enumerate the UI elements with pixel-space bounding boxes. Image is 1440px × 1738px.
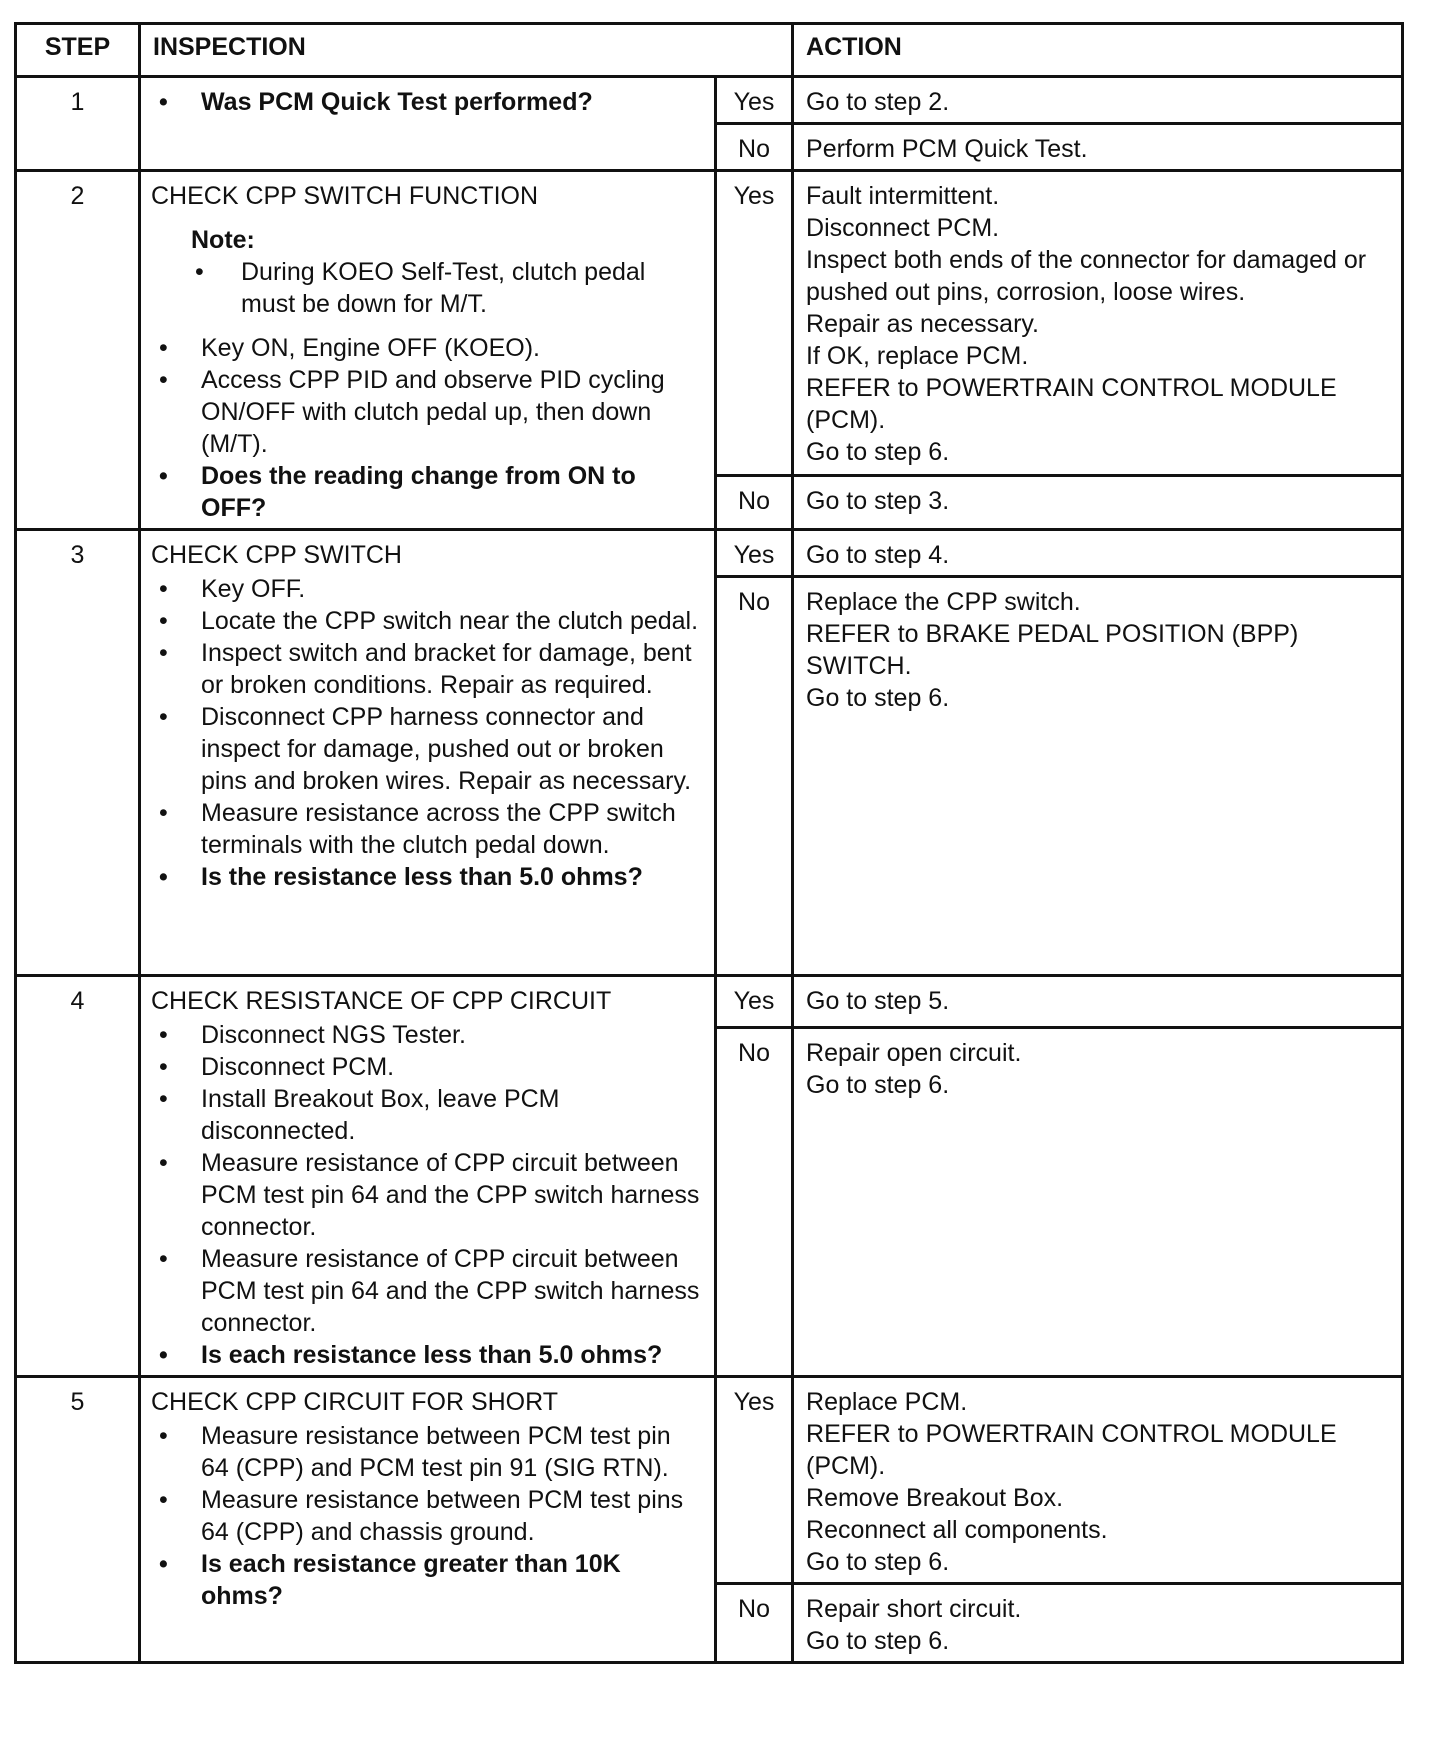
- diagnostic-procedure-sheet: [14, 22, 1401, 1664]
- inspection-bullet: • Inspect switch and bracket for damage, bent or broken conditions. Repair as required.: [151, 637, 704, 701]
- action-line: Reconnect all components.: [806, 1516, 1108, 1544]
- inspection-question: • Is each resistance less than 5.0 ohms?: [151, 1339, 704, 1371]
- inspection-question: • Does the reading change from ON to OFF?: [151, 460, 704, 524]
- note-block: [151, 224, 704, 320]
- answer-no-label: No: [716, 475, 793, 529]
- inspection-cell: [140, 77, 716, 171]
- action-line: REFER to BRAKE PEDAL POSITION (BPP) SWITCH.: [806, 620, 1299, 680]
- inspection-cell: [140, 1377, 716, 1663]
- header-row: [16, 24, 1403, 77]
- inspection-bullets: [151, 1420, 704, 1612]
- step-number: 2: [16, 171, 140, 530]
- answer-yes-label: Yes: [716, 171, 793, 476]
- action-line: Go to step 6.: [806, 1548, 950, 1576]
- inspection-bullet: • Key OFF.: [151, 573, 704, 605]
- action-line: Replace the CPP switch.: [806, 588, 1081, 616]
- inspection-cell: [140, 976, 716, 1377]
- inspection-bullet: • Measure resistance of CPP circuit between PCM test pin 64 and the CPP switch harness connector.: [151, 1147, 704, 1243]
- action-line: REFER to POWERTRAIN CONTROL MODULE (PCM).: [806, 1420, 1337, 1480]
- inspection-bullets: [151, 332, 704, 524]
- action-if-yes: [793, 77, 1403, 124]
- inspection-heading: CHECK CPP CIRCUIT FOR SHORT: [151, 1388, 558, 1416]
- action-line: Go to step 6.: [806, 1071, 950, 1100]
- table-body: [16, 77, 1403, 1663]
- action-line: Disconnect PCM.: [806, 214, 1000, 242]
- answer-yes-label: Yes: [716, 1377, 793, 1584]
- action-line: Go to step 6.: [806, 1627, 950, 1655]
- action-line: Repair as necessary.: [806, 310, 1039, 338]
- action-if-no: [793, 1028, 1403, 1377]
- inspection-bullet: • Disconnect CPP harness connector and inspect for damage, pushed out or broken pins and broken wires. Repair as necessary.: [151, 701, 704, 797]
- action-line: Go to step 4.: [806, 541, 950, 569]
- action-line: Perform PCM Quick Test.: [806, 135, 1088, 163]
- inspection-cell: [140, 171, 716, 530]
- table-row: [16, 1377, 1403, 1584]
- note-list: [191, 256, 704, 320]
- table-row: [16, 976, 1403, 1028]
- inspection-bullet: • Disconnect NGS Tester.: [151, 1019, 704, 1051]
- action-line: Repair short circuit.: [806, 1595, 1022, 1623]
- action-line: Inspect both ends of the connector for damaged or pushed out pins, corrosion, loose wires.: [806, 246, 1367, 306]
- inspection-question: • Was PCM Quick Test performed?: [151, 86, 704, 118]
- answer-no-label: No: [716, 124, 793, 171]
- header-step: STEP: [16, 24, 140, 77]
- inspection-question: • Is the resistance less than 5.0 ohms?: [151, 861, 704, 893]
- inspection-bullet: • Measure resistance between PCM test pin 64 (CPP) and PCM test pin 91 (SIG RTN).: [151, 1420, 704, 1484]
- table-row: [16, 171, 1403, 476]
- action-if-yes: [793, 976, 1403, 1028]
- action-line: Go to step 2.: [806, 88, 950, 116]
- action-line: Repair open circuit.: [806, 1039, 1022, 1068]
- header-action: ACTION: [793, 24, 1403, 77]
- action-if-no: [793, 124, 1403, 171]
- action-line: Fault intermittent.: [806, 182, 1000, 210]
- action-if-yes: [793, 530, 1403, 577]
- action-if-no: [793, 1584, 1403, 1663]
- inspection-bullet: • Measure resistance between PCM test pins 64 (CPP) and chassis ground.: [151, 1484, 704, 1548]
- answer-yes-label: Yes: [716, 530, 793, 577]
- table-row: [16, 530, 1403, 577]
- inspection-bullet: • Access CPP PID and observe PID cycling ON/OFF with clutch pedal up, then down (M/T).: [151, 364, 704, 460]
- action-if-yes: [793, 1377, 1403, 1584]
- action-line: Go to step 6.: [806, 684, 950, 712]
- action-line: Replace PCM.: [806, 1388, 968, 1416]
- answer-no-label: No: [716, 577, 793, 976]
- inspection-bullets: [151, 573, 704, 893]
- action-line: Go to step 6.: [806, 438, 950, 466]
- inspection-heading: CHECK CPP SWITCH: [151, 541, 402, 569]
- action-if-no: [793, 475, 1403, 529]
- note-item: • During KOEO Self-Test, clutch pedal must be down for M/T.: [191, 256, 704, 320]
- action-line: REFER to POWERTRAIN CONTROL MODULE (PCM).: [806, 374, 1337, 434]
- header-inspection: INSPECTION: [140, 24, 793, 77]
- action-line: Remove Breakout Box.: [806, 1484, 1064, 1512]
- step-number: 5: [16, 1377, 140, 1663]
- step-number: 4: [16, 976, 140, 1377]
- table-row: [16, 77, 1403, 124]
- action-if-yes: [793, 171, 1403, 476]
- inspection-heading: CHECK CPP SWITCH FUNCTION: [151, 182, 539, 210]
- answer-yes-label: Yes: [716, 976, 793, 1028]
- inspection-bullets: [151, 1019, 704, 1371]
- inspection-bullets: [151, 86, 704, 118]
- action-line: Go to step 5.: [806, 987, 950, 1015]
- diagnostic-table: [14, 22, 1404, 1664]
- action-line: If OK, replace PCM.: [806, 342, 1029, 370]
- inspection-bullet: • Measure resistance across the CPP switch terminals with the clutch pedal down.: [151, 797, 704, 861]
- inspection-bullet: • Disconnect PCM.: [151, 1051, 704, 1083]
- inspection-bullet: • Key ON, Engine OFF (KOEO).: [151, 332, 704, 364]
- answer-no-label: No: [716, 1584, 793, 1663]
- action-if-no: [793, 577, 1403, 976]
- action-line: Go to step 3.: [806, 486, 950, 515]
- answer-yes-label: Yes: [716, 77, 793, 124]
- note-title: Note:: [191, 226, 255, 254]
- inspection-cell: [140, 530, 716, 976]
- inspection-bullet: • Measure resistance of CPP circuit between PCM test pin 64 and the CPP switch harness connector.: [151, 1243, 704, 1339]
- inspection-question: • Is each resistance greater than 10K ohms?: [151, 1548, 704, 1612]
- inspection-bullet: • Locate the CPP switch near the clutch pedal.: [151, 605, 704, 637]
- inspection-heading: CHECK RESISTANCE OF CPP CIRCUIT: [151, 987, 612, 1015]
- inspection-bullet: • Install Breakout Box, leave PCM disconnected.: [151, 1083, 704, 1147]
- answer-no-label: No: [716, 1028, 793, 1377]
- step-number: 1: [16, 77, 140, 171]
- step-number: 3: [16, 530, 140, 976]
